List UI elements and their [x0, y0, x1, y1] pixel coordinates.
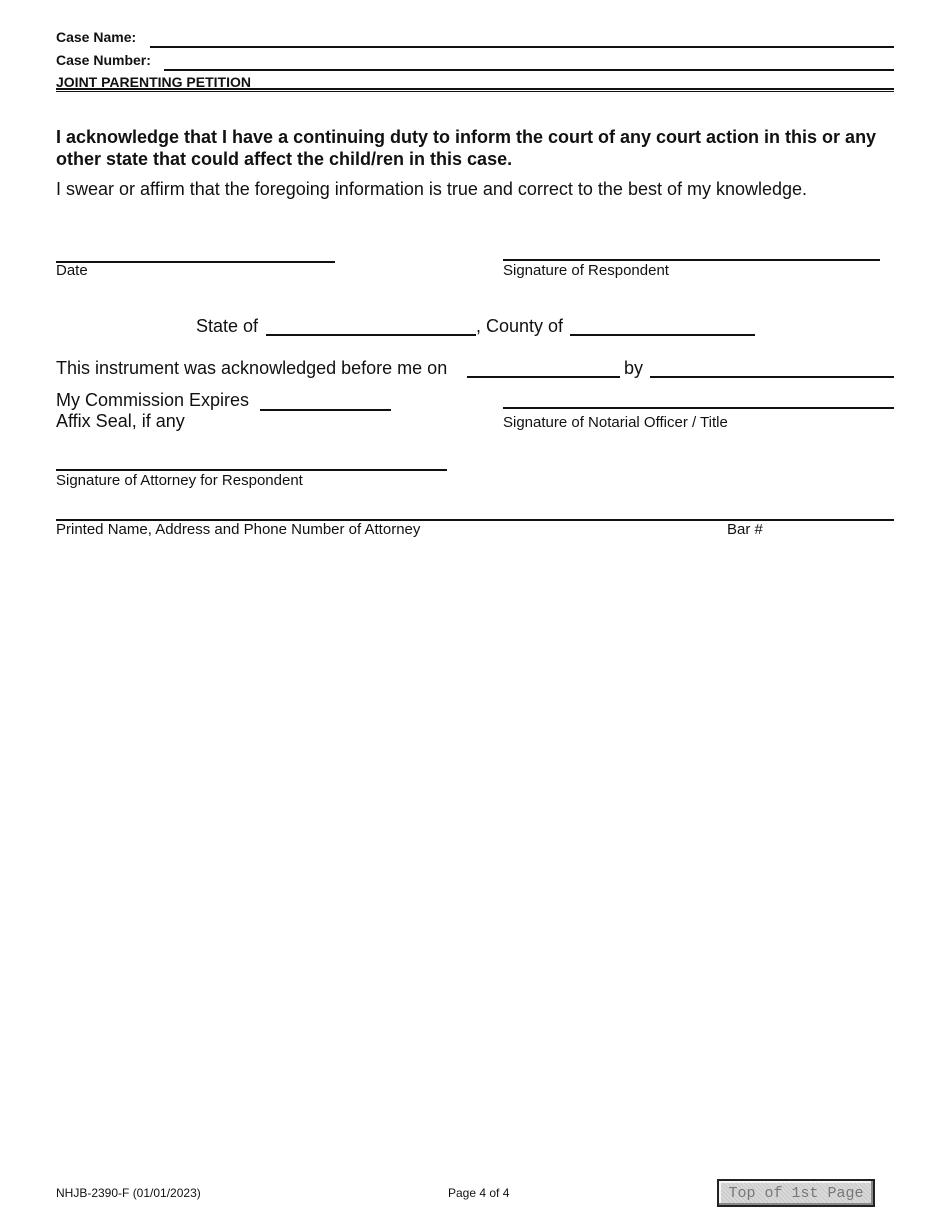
attorney-signature-line[interactable] [56, 469, 447, 471]
attorney-signature-label: Signature of Attorney for Respondent [56, 472, 303, 489]
by-label: by [624, 358, 644, 378]
affix-seal-label: Affix Seal, if any [56, 411, 185, 431]
oath-text: I swear or affirm that the foregoing information is true and correct to the best of my knowledge. [56, 179, 808, 199]
case-number-label: Case Number: [56, 52, 151, 68]
case-number-field[interactable] [164, 49, 894, 71]
date-field[interactable] [56, 241, 335, 263]
acknowledged-by-field[interactable] [650, 356, 894, 378]
bar-number-label: Bar # [727, 521, 763, 538]
attorney-printed-name-label: Printed Name, Address and Phone Number of Attorney [56, 521, 421, 538]
acknowledged-label: This instrument was acknowledged before me on [56, 358, 448, 378]
header-rule-top [56, 88, 894, 90]
notary-signature-label: Signature of Notarial Officer / Title [503, 414, 728, 431]
state-field[interactable] [266, 314, 476, 336]
acknowledged-date-field[interactable] [467, 356, 620, 378]
date-label: Date [56, 262, 88, 279]
header-rule-bottom [56, 91, 894, 92]
respondent-signature-line[interactable] [503, 259, 880, 261]
commission-expires-label: My Commission Expires [56, 390, 250, 410]
county-field[interactable] [570, 314, 755, 336]
acknowledgement-text: I acknowledge that I have a continuing duty to inform the court of any court action in this or any other state that could affect the child/ren in this case. [56, 127, 877, 169]
attorney-info-field[interactable] [56, 499, 894, 521]
page-indicator: Page 4 of 4 [448, 1186, 510, 1200]
top-of-first-page-button[interactable]: Top of 1st Page [717, 1179, 875, 1207]
form-number: NHJB-2390-F (01/01/2023) [56, 1186, 201, 1200]
case-name-field[interactable] [150, 26, 894, 48]
respondent-signature-label: Signature of Respondent [503, 262, 669, 279]
case-name-label: Case Name: [56, 29, 137, 45]
form-title: JOINT PARENTING PETITION [56, 74, 251, 90]
commission-expires-field[interactable] [260, 389, 391, 411]
state-of-label: State of [196, 316, 259, 336]
county-of-label: , County of [476, 316, 564, 336]
notary-signature-line[interactable] [503, 407, 894, 409]
